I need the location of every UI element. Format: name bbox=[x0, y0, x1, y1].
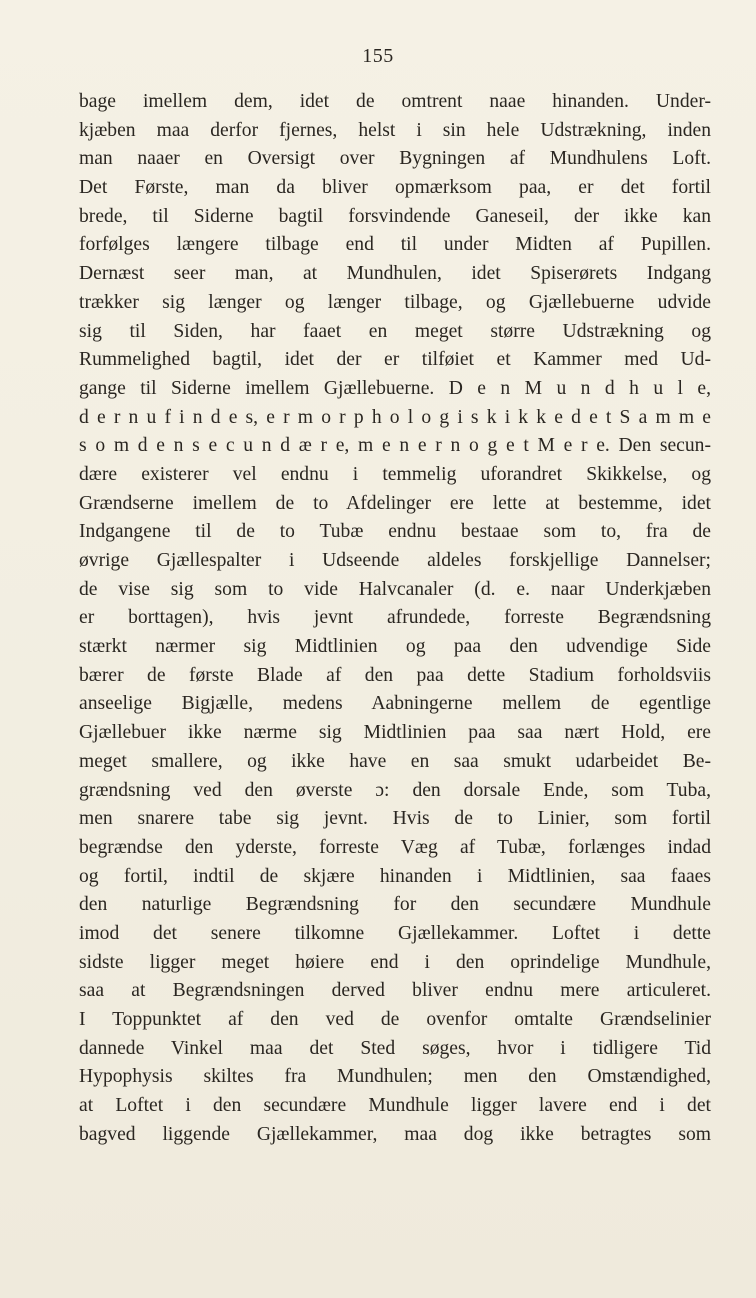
text-line: saa at Begrændsningen derved bliver endnu mere articuleret. bbox=[79, 980, 711, 1002]
body-text bbox=[79, 88, 711, 1149]
text-line: den naturlige Begrændsning for den secundære Mundhule bbox=[79, 894, 711, 916]
text-line-spaced: gange til Siderne imellem Gjællebuerne. D e n M u n d h u l e, bbox=[79, 377, 711, 399]
page-number bbox=[0, 44, 756, 70]
text-line: dære existerer vel endnu i temmelig uforandret Skikkelse, og bbox=[79, 463, 711, 485]
text-line: Indgangene til de to Tubæ endnu bestaae som to, fra de bbox=[79, 521, 711, 543]
text-line: er borttagen), hvis jevnt afrundede, forreste Begrændsning bbox=[79, 607, 711, 629]
text-line: I Toppunktet af den ved de ovenfor omtalte Grændselinier bbox=[79, 1009, 711, 1030]
text-line: forfølges længere tilbage end til under Midten af Pupillen. bbox=[79, 234, 711, 256]
text-line: dannede Vinkel maa det Sted søges, hvor i tidligere Tid bbox=[79, 1037, 711, 1059]
text-line: man naaer en Oversigt over Bygningen af Mundhulens Loft. bbox=[79, 148, 711, 170]
text-line: Gjællebuer ikke nærme sig Midtlinien paa saa nært Hold, ere bbox=[79, 722, 711, 744]
text-line: imod det senere tilkomne Gjællekammer. Loftet i dette bbox=[79, 922, 711, 944]
text-line: trækker sig længer og længer tilbage, og Gjællebuerne udvide bbox=[79, 291, 711, 313]
page-number-text: 155 bbox=[362, 45, 394, 67]
text-line: kjæben maa derfor fjernes, helst i sin hele Udstrækning, inden bbox=[79, 119, 711, 141]
text-line: Hypophysis skiltes fra Mundhulen; men den Omstændighed, bbox=[79, 1066, 711, 1088]
text-line: begrændse den yderste, forreste Væg af Tubæ, forlænges indad bbox=[79, 836, 711, 858]
text-line: brede, til Siderne bagtil forsvindende Ganeseil, der ikke kan bbox=[79, 205, 711, 227]
text-line: anseelige Bigjælle, medens Aabningerne mellem de egentlige bbox=[79, 693, 711, 715]
text-line: grændsning ved den øverste ɔ: den dorsale Ende, som Tuba, bbox=[79, 779, 711, 801]
text-line: at Loftet i den secundære Mundhule ligger lavere end i det bbox=[79, 1095, 711, 1117]
text-line: men snarere tabe sig jevnt. Hvis de to Linier, som fortil bbox=[79, 808, 711, 830]
text-line-spaced: d e r n u f i n d e s, e r m o r p h o l o g i s k i k k e d e t S a m m e bbox=[79, 406, 711, 428]
text-line-spaced: s o m d e n s e c u n d æ r e, m e n e r n o g e t M e r e. Den secun- bbox=[79, 435, 711, 457]
text-line: og fortil, indtil de skjære hinanden i Midtlinien, saa faaes bbox=[79, 865, 711, 887]
text-line: bærer de første Blade af den paa dette Stadium forholdsviis bbox=[79, 664, 711, 686]
text-line: sig til Siden, har faaet en meget større Udstrækning og bbox=[79, 320, 711, 342]
text-line: Det Første, man da bliver opmærksom paa, er det fortil bbox=[79, 177, 711, 199]
text-line: Grændserne imellem de to Afdelinger ere lette at bestemme, idet bbox=[79, 492, 711, 514]
text-line: bage imellem dem, idet de omtrent naae hinanden. Under- bbox=[79, 91, 711, 112]
text-line: bagved liggende Gjællekammer, maa dog ikke betragtes som bbox=[79, 1123, 711, 1145]
text-line: sidste ligger meget høiere end i den oprindelige Mundhule, bbox=[79, 951, 711, 973]
text-line: Rummelighed bagtil, idet der er tilføiet et Kammer med Ud- bbox=[79, 349, 711, 371]
text-line: øvrige Gjællespalter i Udseende aldeles forskjellige Dannelser; bbox=[79, 550, 711, 571]
text-line: Dernæst seer man, at Mundhulen, idet Spiserørets Indgang bbox=[79, 263, 711, 285]
text-line: stærkt nærmer sig Midtlinien og paa den udvendige Side bbox=[79, 636, 711, 658]
text-line: meget smallere, og ikke have en saa smukt udarbeidet Be- bbox=[79, 750, 711, 772]
text-line: de vise sig som to vide Halvcanaler (d. e. naar Underkjæben bbox=[79, 578, 711, 600]
